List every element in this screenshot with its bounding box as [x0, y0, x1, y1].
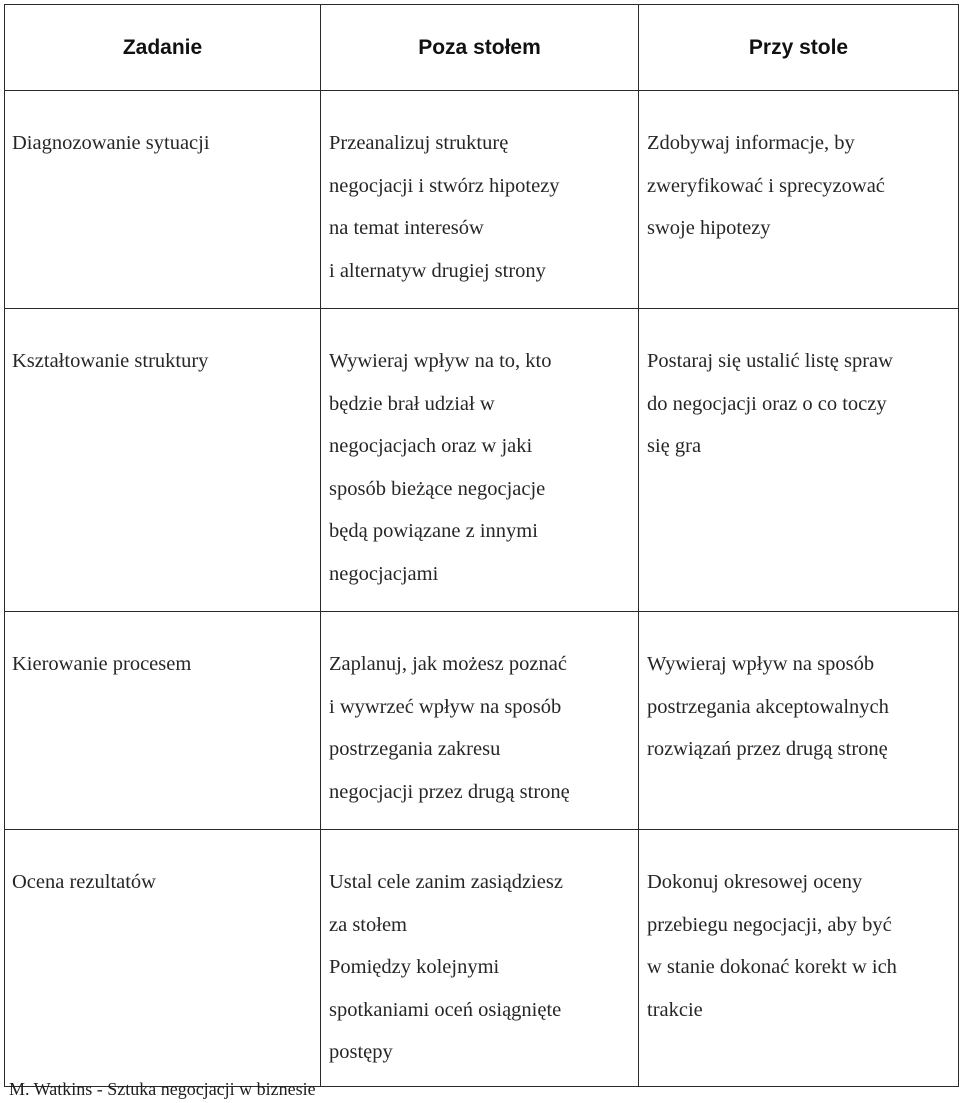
task-cell — [5, 309, 321, 612]
at-text: Postaraj się ustalić listę spraw do negocjacji oraz o co toczy się gra — [647, 350, 893, 457]
header-away-from-table: Poza stołem — [321, 5, 639, 91]
negotiation-tasks-table — [4, 4, 959, 1087]
away-text: Zaplanuj, jak możesz poznać i wywrzeć wpływ na sposób postrzegania zakresu negocjacji przez drugą stronę — [329, 653, 570, 803]
at-cell — [639, 612, 959, 830]
task-cell — [5, 830, 321, 1087]
away-text: Ustal cele zanim zasiądziesz za stołem Pomiędzy kolejnymi spotkaniami oceń osiągnięte postępy — [329, 871, 563, 1063]
away-cell — [321, 309, 639, 612]
away-cell — [321, 830, 639, 1087]
at-text: Wywieraj wpływ na sposób postrzegania akceptowalnych rozwiązań przez drugą stronę — [647, 653, 889, 760]
table-row — [5, 309, 959, 612]
away-cell — [321, 91, 639, 309]
at-cell — [639, 91, 959, 309]
table-row — [5, 830, 959, 1087]
at-text: Dokonuj okresowej oceny przebiegu negocjacji, aby być w stanie dokonać korekt w ich trakcie — [647, 871, 897, 1021]
header-task: Zadanie — [5, 5, 321, 91]
at-text: Zdobywaj informacje, by zweryfikować i sprecyzować swoje hipotezy — [647, 132, 885, 239]
table-row — [5, 612, 959, 830]
away-cell — [321, 612, 639, 830]
away-text: Przeanalizuj strukturę negocjacji i stwórz hipotezy na temat interesów i alternatyw drugiej strony — [329, 132, 560, 282]
at-cell — [639, 830, 959, 1087]
header-at-table: Przy stole — [639, 5, 959, 91]
task-text: Ocena rezultatów — [12, 871, 156, 893]
away-text: Wywieraj wpływ na to, kto będzie brał udział w negocjacjach oraz w jaki sposób bieżące negocjacje będą powiązane z innymi negocjacjami — [329, 350, 552, 585]
task-text: Diagnozowanie sytuacji — [12, 132, 210, 154]
at-cell — [639, 309, 959, 612]
task-cell — [5, 91, 321, 309]
table-row — [5, 91, 959, 309]
task-cell — [5, 612, 321, 830]
table-header-row — [5, 5, 959, 91]
task-text: Kształtowanie struktury — [12, 350, 209, 372]
task-text: Kierowanie procesem — [12, 653, 192, 675]
source-citation: M. Watkins - Sztuka negocjacji w biznesie — [9, 1079, 316, 1099]
